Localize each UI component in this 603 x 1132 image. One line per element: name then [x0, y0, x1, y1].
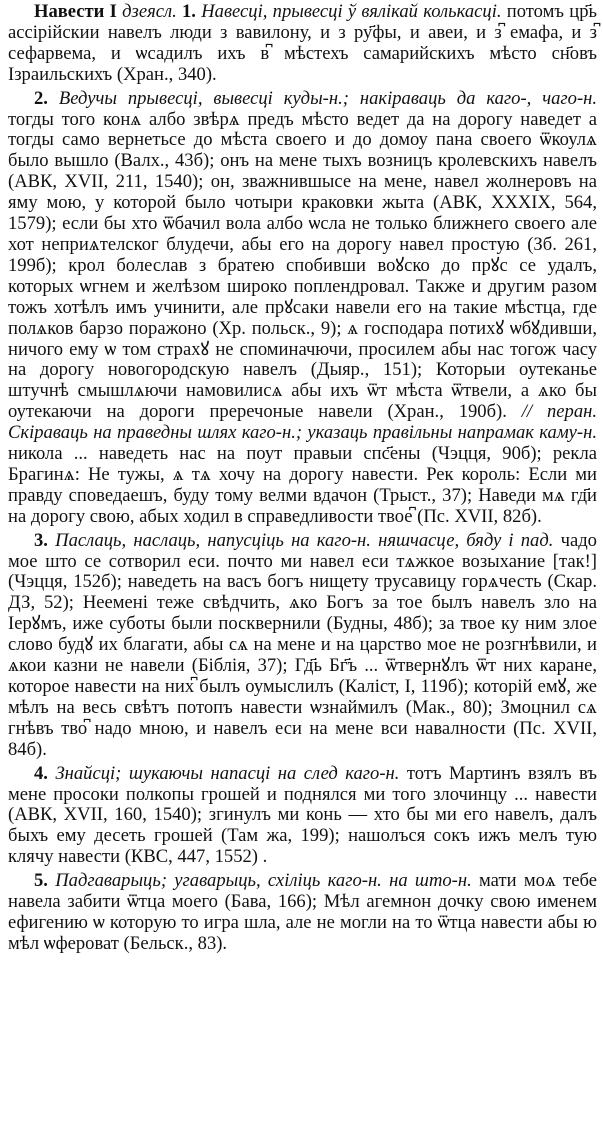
- entry-sense-3: [8, 531, 597, 761]
- sense-definition: Навесці, прывесці ў вялікай колькасці.: [201, 1, 502, 22]
- entry-sense-1: [8, 2, 597, 86]
- entry-sense-5: [8, 871, 597, 955]
- entry-sense-4: [8, 764, 597, 869]
- sense-citations: тогды того конѧ албо звѣрѧ предъ мѣсто ведет да на дорогу наведет а тогды само вернетьсе до мѣста своего и до домоу пана своего ѿкоулѧ было вышло (Валх., 43б); онъ на мене тыхъ возницъ кролевскихъ навелъ (АВК, XVII, 211, 1540); он, зважнившысе на мене, навел жолнеровъ на яму мою, у которой было чотыри краковки жыта (АВК, XXXIX, 564, 1579); если бы хто ѿбачил вола албо ѡсла не только ближнего своего але хот неприѧтелског блудечи, абы его на дорогу навел простую (Зб. 261, 199б); крол болеслав з братею спобивши воꙋско до прꙋс се удалъ, которых ѡгнем и желѣзом широко поплендровал. Также и другим разом тожъ хотѣлъ имъ учинити, але прꙋсаки навели его на такие мѣстца, где полѧков барзо поражоно (Хр. польск., 9); ѧ господара потихꙋ ѡбꙋдивши, ничого ему ѡ том страхꙋ не споминачючи, просилем абы нас тогож часу на дорогу новогородскую навелъ (Дыяр., 151); Которыи оутеканье штучнѣ смышлѧючи намовилисѧ абы ихъ ѿт мѣста ѿтвели, а ѧко бы оутекаючи на дороги преречоные навели (Хран., 190б).: [8, 108, 597, 423]
- sense-definition: Знайсці; шукаючы напасці на след каго-н.: [55, 762, 400, 784]
- sense-definition: Паслаць, наслаць, напусціць на каго-н. няшчасце, бяду і пад.: [55, 529, 554, 551]
- sense-citations: чадо мое што се сотворил еси. почто ми навел еси тѧжкое возыхание [так!] (Чэцця, 152б); наведеть на васъ богъ нищету трусавицу горѧчесть (Скар. ДЗ, 52); Неемені теже свѣдчить, ѧко Богъ за тое былъ навелъ зло на Іерꙋмъ, иже суботы были посквернили (Будны, 48б); за твое ку ним злое слово будꙋ их благати, абы сѧ на мене и на царство мое не розгнѣвили, и ѧкои казни не навели (Біблія, 37); Гд҃ь Бг҃ъ ... ѿтвернꙋлъ ѿт них каране, которое навести на них͆ былъ оумыслилъ (Каліст, І, 119б); которій емꙋ, же мѣлъ на весь свѣтъ потопъ навести ѡзнаймилъ (Мак., 80); Змоцнил сѧ гнѣвъ тво͆ надо мною, и навелъ еси на мене вси навалности (Пс. XVII, 84б).: [8, 529, 597, 760]
- headword: Навести I: [34, 1, 117, 22]
- sense-number: 2.: [34, 87, 48, 109]
- sense-definition: Падгаварыць; угаварыць, схіліць каго-н. на што-н.: [55, 870, 472, 892]
- sense-citations: потомъ цр҃ь ассірійскии навелъ люди з вавилону, и з ру҃фы, и авеи, и з͆ емафа, и з͆ сефарвема, и ѡсадилъ ихъ в͆ мѣстехъ самарийскихъ мѣсто сн҃овъ Ізраильскихъ (Хран., 340).: [8, 1, 597, 85]
- sense-number: 5.: [34, 870, 48, 892]
- sense-number: 1.: [182, 1, 196, 22]
- subsense-definition: перан. Скіраваць на праведны шлях каго-н.; указаць правільны напрамак каму-н.: [8, 401, 597, 444]
- sense-citations: тотъ Мартинъ взялъ въ мене просоки полкопы грошей и поднялся ми того злочинцу ... навести (АВК, XVII, 160, 1540); згинулъ ми конь — хто бы ми его навелъ, далъ быхъ ему десеть грошей (Там жа, 199); нашолъся сокъ ижъ мелъ тую клячу навести (КВС, 447, 1552) .: [8, 762, 597, 868]
- subsense-citations: никола ... наведеть нас на поут правыи спс҃ены (Чэцця, 90б); рекла Брагинѧ: Не тужы, ѧ тѧ хочу на дорогу навести. Рек король: Если ми правду споведаешъ, буду тому велми вдачон (Трыст., 37); Наведи мѧ гд҃и на дорогу свою, абых ходил в справедливости твое͆ (Пс. XVII, 82б).: [8, 443, 597, 527]
- grammar-label: дзеясл.: [122, 1, 177, 22]
- entry-sense-2: [8, 89, 597, 528]
- sense-number: 3.: [34, 529, 48, 551]
- sense-definition: Ведучы прывесці, вывесці куды-н.; накіраваць да каго-, чаго-н.: [58, 87, 598, 109]
- sense-number: 4.: [34, 762, 48, 784]
- subsense-marker: //: [521, 401, 533, 423]
- sense-citations: мати моѧ тебе навела забити ѿтца моего (Бава, 166); Мѣл агемнон дочку свою именем ефигению ѡ которую то игра шла, але не могли на то ѿтца навести абы ю мѣл ѡфероват (Бельск., 83).: [8, 870, 597, 954]
